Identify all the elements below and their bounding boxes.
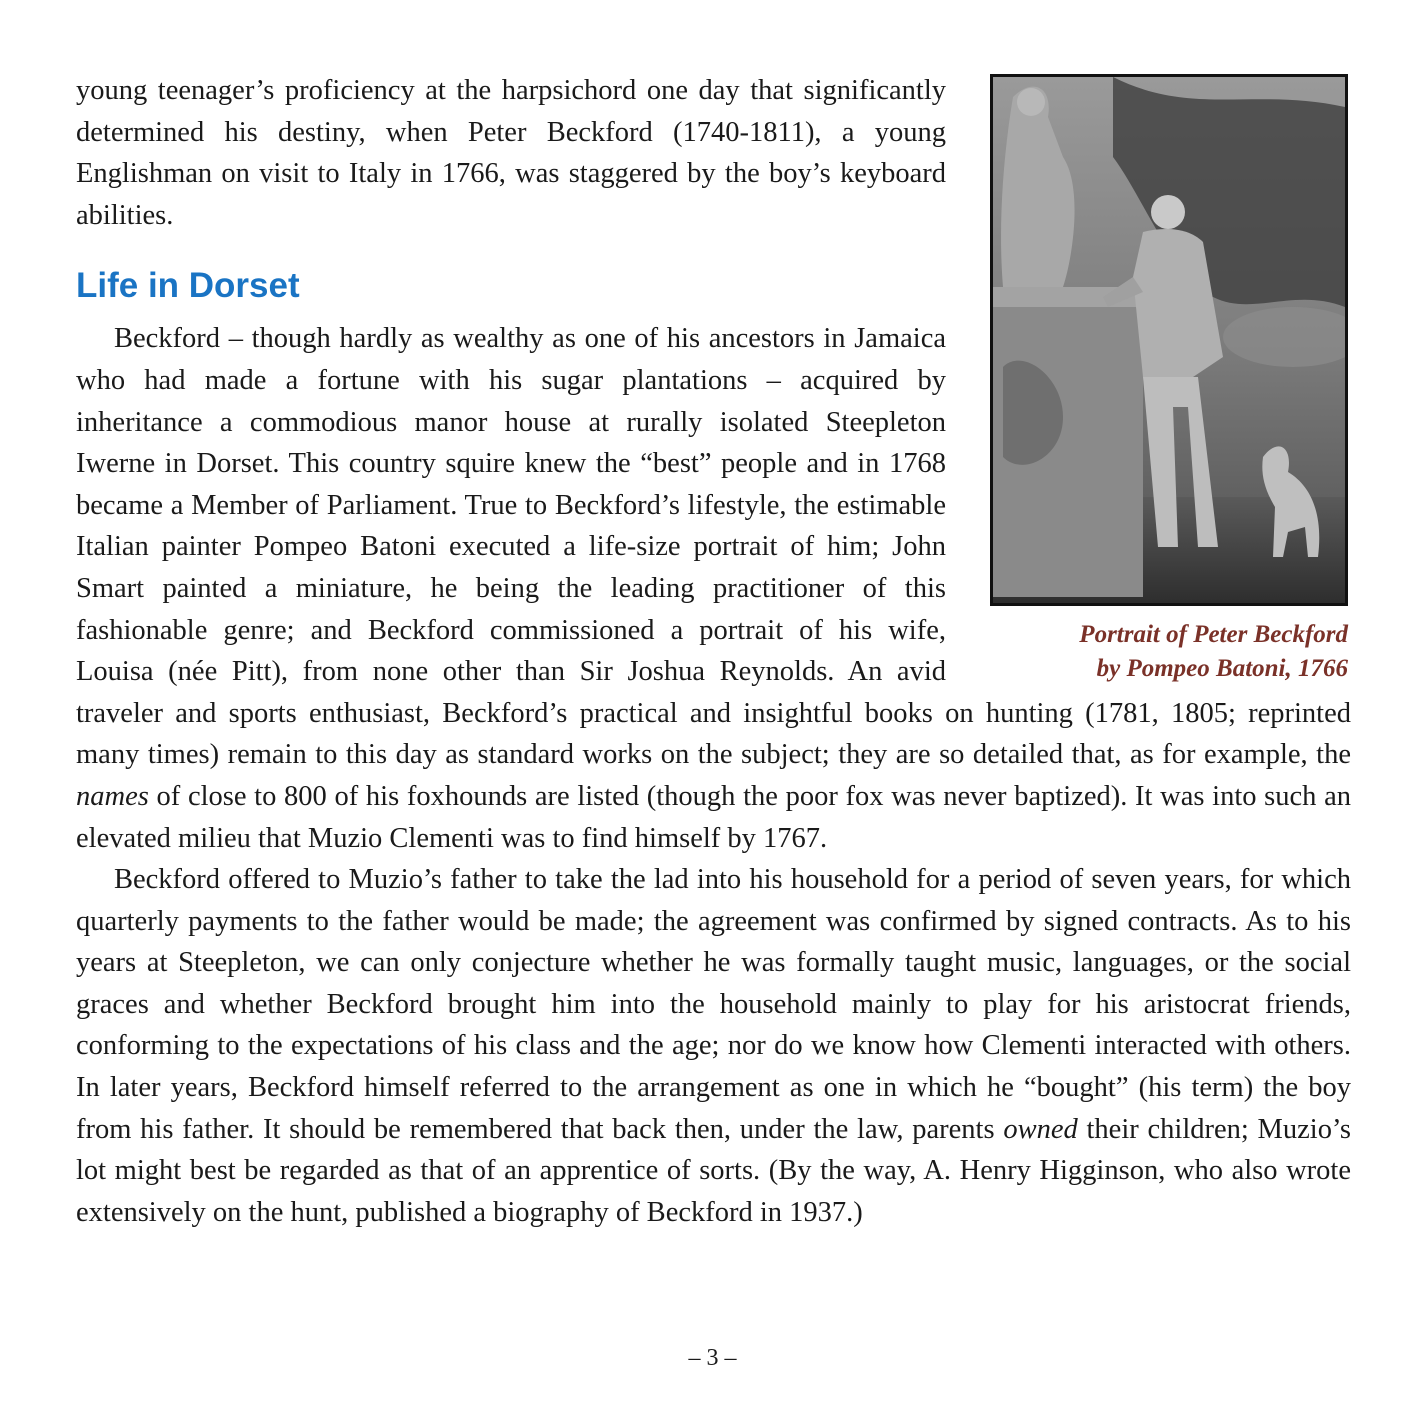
paragraph-dorset-emphasis: names [76,780,149,812]
paragraph-household-text-a: Beckford offered to Muzio’s father to take the lad into his household for a period of seven years, for which quarterly payments to the father would be made; the agreement was confirmed by signed contracts. As to his years at Steepleton, we can only conjecture whether he was formally taught music, languages, or the social graces and whether Beckford brought him into the household mainly to play for his aristocrat friends, conforming to the expectations of his class and the age; nor do we know how Clementi interacted with others. In later years, Beckford himself referred to the arrangement as one in which he “bought” (his term) the boy from his father. It should be remembered that back then, under the law, parents [76,864,1351,1145]
paragraph-intro: young teenager’s proficiency at the harpsichord one day that significantly determined his destiny, when Peter Beckford (1740-1811), a young Englishman on visit to Italy in 1766, was staggered by the boy’s keyboard abilities. [76,75,946,231]
caption-line-1: Portrait of Peter Beckford [1079,621,1348,648]
figure-spacer [946,70,1351,688]
section-heading: Life in Dorset [76,266,300,306]
paragraph-dorset-text-a: Beckford – though hardly as wealthy as one of his ancestors in Jamaica who had made a fortune with his sugar plantations – acquired by inheritance a commodious manor house at rurally isolated Steepleton Iwerne in Dorset. This country squire knew the “best” people and in 1768 became a Member of Parliament. True to Beckford’s lifestyle, the estimable Italian painter Pompeo Batoni executed a life-size portrait of him; John Smart painted a miniature, he being the leading practitioner of this fashionable genre; and Beckford commissioned a portrait of his wife, Louisa (née Pitt), from none other than Sir Joshua Reynolds. An avid traveler and sports enthusiast, Beckford’s practical and insightful books on hunting (1781, 1805; reprinted many times) remain to this day as standard works on the subject; they are so detailed that, as for example, the [76,323,1351,771]
article-body [76,70,1351,1233]
paragraph-household-emphasis: owned [1003,1113,1078,1145]
caption-line-2: by Pompeo Batoni, 1766 [1096,655,1348,682]
paragraph-household-text-b: their children; Muzio’s lot might best be regarded as that of an apprentice of sorts. (By the way, A. Henry Higginson, who also wrote extensively on the hunt, published a biography of Beckford in 1937.) [76,1113,1351,1228]
page-number: – 3 – [688,1345,737,1371]
paragraph-dorset-text-b: of close to 800 of his foxhounds are listed (though the poor fox was never baptized). It was into such an elevated milieu that Muzio Clementi was to find himself by 1767. [76,780,1351,854]
paragraph-household [76,859,1351,1233]
